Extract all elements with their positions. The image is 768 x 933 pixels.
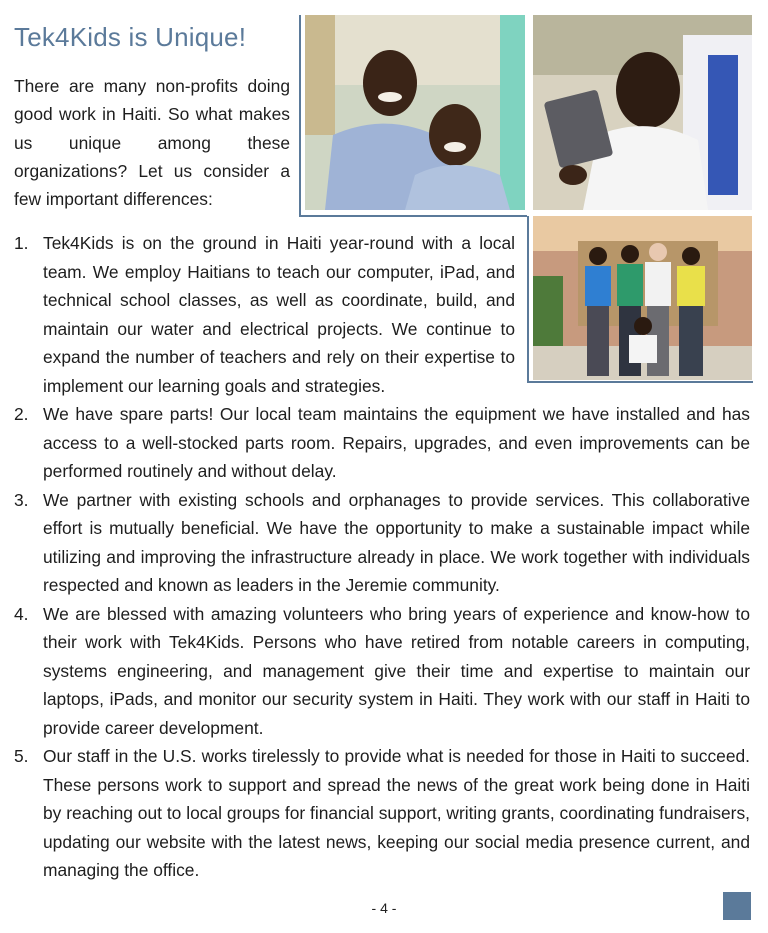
list-item bbox=[14, 229, 515, 400]
page-number: - 4 - bbox=[371, 900, 397, 916]
photo-boy-with-tablet bbox=[533, 15, 752, 210]
list-item-text: We are blessed with amazing volunteers who bring years of experience and know-how to their work with Tek4Kids. Persons who have retired from notable careers in computing, systems engineering, and management give their time and expertise to maintain our laptops, iPads, and monitor our security system in Haiti. They work with our staff in Haiti to provide career development. bbox=[43, 603, 750, 738]
page-title: Tek4Kids is Unique! bbox=[14, 22, 247, 52]
list-item bbox=[14, 600, 750, 743]
list-item-text: We partner with existing schools and orphanages to provide services. This collaborative effort is mutually beneficial. We have the opportunity to make a sustainable impact while utilizing and improving the infrastructure already in place. We work together with individuals respected and known as leaders in the Jeremie community. bbox=[43, 489, 750, 595]
list-item-number: 1. bbox=[14, 233, 29, 253]
list-item-text: We have spare parts! Our local team maintains the equipment we have installed and has access to a well-stocked parts room. Repairs, upgrades, and even improvements can be performed routinely and without delay. bbox=[43, 404, 750, 481]
list-item-number: 2. bbox=[14, 404, 29, 424]
intro-paragraph: There are many non-profits doing good work in Haiti. So what makes us unique among these organizations? Let us consider a few important differences: bbox=[14, 76, 290, 210]
list-item bbox=[14, 486, 750, 600]
list-item-number: 3. bbox=[14, 489, 29, 510]
list-item bbox=[14, 400, 750, 486]
list-item-text: Our staff in the U.S. works tirelessly to provide what is needed for those in Haiti to succeed. These persons work to support and spread the news of the great work being done in Haiti by reaching out to local groups for financial support, writing grants, coordinating fundraisers, updating our website with the latest news, keeping our social media presence current, and managing the office. bbox=[43, 746, 750, 880]
list-item bbox=[14, 742, 750, 885]
corner-accent-square bbox=[723, 892, 751, 920]
photo-two-boys bbox=[305, 15, 525, 210]
list-item-number: 5. bbox=[14, 746, 29, 766]
differences-list bbox=[14, 229, 750, 885]
list-item-number: 4. bbox=[14, 603, 29, 624]
list-item-text: Tek4Kids is on the ground in Haiti year-round with a local team. We employ Haitians to teach our computer, iPad, and technical school classes, as well as coordinate, build, and maintain our water and electrical projects. We continue to expand the number of teachers and rely on their expertise to implement our learning goals and strategies. bbox=[43, 233, 515, 396]
